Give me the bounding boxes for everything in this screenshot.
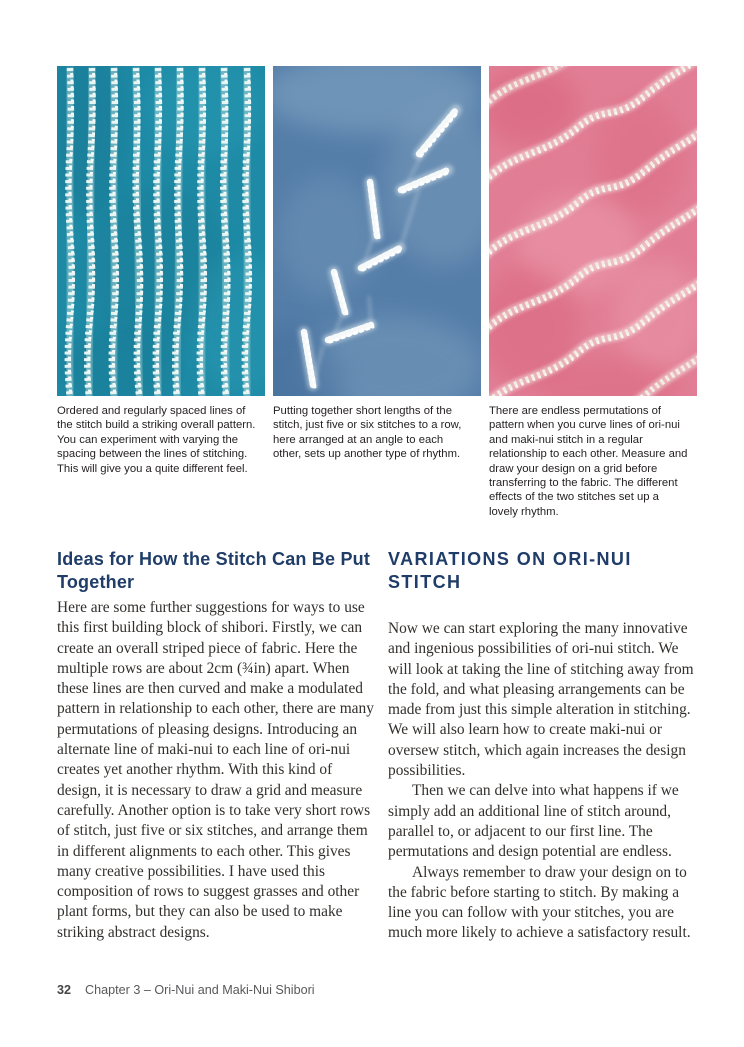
body-paragraph: Always remember to draw your design on to the fabric before starting to stitch. By making a line you can follow with your stitches, you are much more likely to achieve a satisfactory result.: [388, 863, 691, 942]
chapter-title: Chapter 3 – Ori-Nui and Maki-Nui Shibori: [85, 983, 315, 997]
section-heading-ideas: Ideas for How the Stitch Can Be Put Together: [57, 549, 371, 592]
left-column: [57, 548, 379, 944]
fabric-photo-angled-short-rows: [273, 66, 481, 396]
section-heading-variations: VARIATIONS ON ORI-NUI STITCH: [388, 549, 632, 592]
body-paragraph: Now we can start exploring the many innovative and ingenious possibilities of ori-nui stitch. We will look at taking the line of stitching away from the fold, and what pleasing arrangements can be made from just this simple alteration in stitching. We will also learn how to create maki-nui or oversew stitch, which again increases the design possibilities.: [388, 620, 694, 780]
figure-angled-short-rows: [273, 66, 481, 519]
body-paragraph: Here are some further suggestions for ways to use this first building block of shibori. Firstly, we can create an overall striped piece of fabric. Here the multiple rows are about 2cm (¾in) apart. When these lines are then curved and make a modulated pattern in relationship to each other, there are many permutations of pleasing designs. Introducing an alternate line of maki-nui to each line of ori-nui creates yet another rhythm. With this kind of design, it is necessary to draw a grid and measure carefully. Another option is to take very short rows of stitch, just five or six stitches, and arrange them in different alignments to each other. This gives many creative possibilities. I have used this composition of rows to suggest grasses and other plant forms, but they can also be used to make striking abstract designs.: [57, 599, 374, 941]
body-paragraph: Then we can delve into what happens if we simply add an additional line of stitch around, parallel to, or adjacent to our first line. The permutations and design potential are endless.: [388, 782, 679, 861]
figure-ordered-rows: [57, 66, 265, 519]
figures-row: [57, 66, 697, 519]
figure-caption: There are endless permutations of pattern when you curve lines of ori-nui and maki-nui stitch in a regular relationship to each other. Measure and draw your design on a grid before transferring to the fabric. The different effects of the two stitches set up a lovely rhythm.: [489, 405, 688, 518]
figure-caption: Putting together short lengths of the stitch, just five or six stitches to a row, here arranged at an angle to each other, sets up another type of rhythm.: [273, 405, 462, 461]
figure-curved-lines: [489, 66, 697, 519]
right-column: [388, 548, 697, 944]
text-columns: [57, 548, 697, 944]
fabric-photo-ordered-rows: [57, 66, 265, 396]
figure-caption: Ordered and regularly spaced lines of the stitch build a striking overall pattern. You can experiment with varying the spacing between the lines of stitching. This will give you a quite different feel.: [57, 405, 256, 475]
page-number: 32: [57, 983, 72, 997]
fabric-photo-curved-lines: [489, 66, 697, 396]
page-footer: [57, 983, 315, 997]
